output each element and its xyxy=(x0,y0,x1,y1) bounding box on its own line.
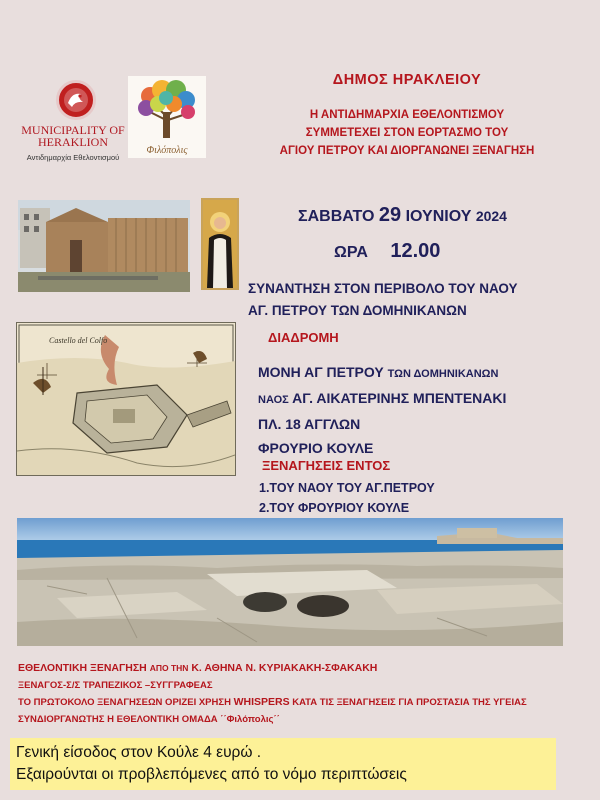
time-label: ΩΡΑ xyxy=(334,244,368,261)
church-photo xyxy=(18,200,190,292)
route-item-main: ΜΟΝΗ ΑΓ ΠΕΤΡΟΥ xyxy=(258,364,384,380)
harbor-photo xyxy=(17,518,563,646)
route-item xyxy=(258,386,588,412)
intro-line: Η ΑΝΤΙΔΗΜΑΡΧΙΑ ΕΘΕΛΟΝΤΙΣΜΟΥ xyxy=(309,109,505,121)
notice-line: Εξαιρούνται οι προβλεπόμενες από το νόμο περιπτώσεις xyxy=(16,766,407,783)
meeting-line: ΑΓ. ΠΕΤΡΟΥ ΤΩΝ ΔΟΜΗΝΙΚΑΝΩΝ xyxy=(248,303,467,318)
meeting-point xyxy=(248,278,588,322)
event-day: ΣΑΒΒΑΤΟ xyxy=(298,208,375,225)
credits xyxy=(18,660,588,728)
route-item-main: ΠΛ. 18 ΑΓΓΛΩΝ xyxy=(258,416,361,432)
credits-protocol-text: ΤΟ ΠΡΩΤΟΚΟΛΟ ΞΕΝΑΓΗΣΕΩΝ ΟΡΙΖΕΙ ΧΡΗΣΗ xyxy=(18,697,231,708)
intro-text xyxy=(232,106,582,160)
admission-notice xyxy=(10,738,556,790)
credits-volunteer-label: ΕΘΕΛΟΝΤΙΚΗ ΞΕΝΑΓΗΣΗ xyxy=(18,662,147,674)
fortress-map-image xyxy=(16,322,236,476)
credits-line xyxy=(18,660,588,677)
credits-guide-name: Κ. ΑΘΗΝΑ Ν. ΚΥΡΙΑΚΑΚΗ-ΣΦΑΚΑΚΗ xyxy=(191,662,378,674)
time-value: 12.00 xyxy=(390,240,441,262)
route-item-prefix: ΝΑΟΣ xyxy=(258,394,289,406)
page-title: ΔΗΜΟΣ ΗΡΑΚΛΕΙΟΥ xyxy=(332,72,482,88)
filopolis-logo xyxy=(128,76,206,158)
municipality-name: MUNICIPALITY OF HERAKLION xyxy=(21,123,125,149)
event-month: ΙΟΥΝΙΟΥ xyxy=(405,208,472,225)
tree-icon xyxy=(128,76,206,142)
municipality-subtitle: Αντιδημαρχία Εθελοντισμού xyxy=(26,153,120,162)
municipality-logo xyxy=(18,80,128,170)
credits-line xyxy=(18,694,588,711)
event-year: 2024 xyxy=(475,208,507,224)
credits-whispers-label: WHISPERS xyxy=(233,696,290,708)
route-item xyxy=(258,412,588,436)
route-item-main: ΑΓ. ΑΙΚΑΤΕΡΙΝΗΣ ΜΠΕΝΤΕΝΑΚΙ xyxy=(292,390,507,406)
route-label: ΔΙΑΔΡΟΜΗ xyxy=(268,330,339,345)
event-date xyxy=(298,204,507,227)
route-item-suffix: ΤΩΝ ΔΟΜΗΝΙΚΑΝΩΝ xyxy=(387,368,499,380)
municipality-emblem-icon xyxy=(56,80,96,120)
tours-list xyxy=(259,478,435,518)
route-item xyxy=(258,436,588,460)
credits-line: ΞΕΝΑΓΟΣ-Σ/Σ ΤΡΑΠΕΖΙΚΟΣ –ΣΥΓΓΡΑΦΕΑΣ xyxy=(18,680,213,691)
filopolis-name: Φιλόπολις xyxy=(146,145,188,156)
notice-line: Γενική είσοδος στον Κούλε 4 ευρώ . xyxy=(16,744,262,761)
tour-item: 2.ΤΟΥ ΦΡΟΥΡΙΟΥ ΚΟΥΛΕ xyxy=(259,501,410,515)
intro-line: ΑΓΙΟΥ ΠΕΤΡΟΥ ΚΑΙ ΔΙΟΡΓΑΝΩΝΕΙ ΞΕΝΑΓΗΣΗ xyxy=(279,145,535,157)
tours-label: ΞΕΝΑΓΗΣΕΙΣ ΕΝΤΟΣ xyxy=(262,458,391,473)
credits-from-label: ΑΠΟ ΤΗΝ xyxy=(149,663,189,673)
event-date-number: 29 xyxy=(378,204,402,226)
tour-item: 1.ΤΟΥ ΝΑΟΥ ΤΟΥ ΑΓ.ΠΕΤΡΟΥ xyxy=(259,481,435,495)
route-list xyxy=(258,360,588,460)
meeting-line: ΣΥΝΑΝΤΗΣΗ ΣΤΟΝ ΠΕΡΙΒΟΛΟ ΤΟΥ ΝΑΟΥ xyxy=(248,281,518,296)
saint-icon-image xyxy=(201,198,239,290)
credits-protocol-rest: ΚΑΤΑ ΤΙΣ ΞΕΝΑΓΗΣΕΙΣ ΓΙΑ ΠΡΟΣΤΑΣΙΑ ΤΗΣ ΥΓΕΙΑΣ xyxy=(292,697,527,708)
route-item xyxy=(258,360,588,386)
event-time xyxy=(334,240,440,263)
map-caption: Castello del Colfo xyxy=(49,336,108,345)
credits-line: ΣΥΝΔΙΟΡΓΑΝΩΤΗΣ Η ΕΘΕΛΟΝΤΙΚΗ ΟΜΑΔΑ ΄΄Φιλόπολις΄΄ xyxy=(18,714,280,725)
intro-line: ΣΥΜΜΕΤΕΧΕΙ ΣΤΟΝ ΕΟΡΤΑΣΜΟ ΤΟΥ xyxy=(305,127,509,139)
route-item-main: ΦΡΟΥΡΙΟ ΚΟΥΛΕ xyxy=(258,440,374,456)
